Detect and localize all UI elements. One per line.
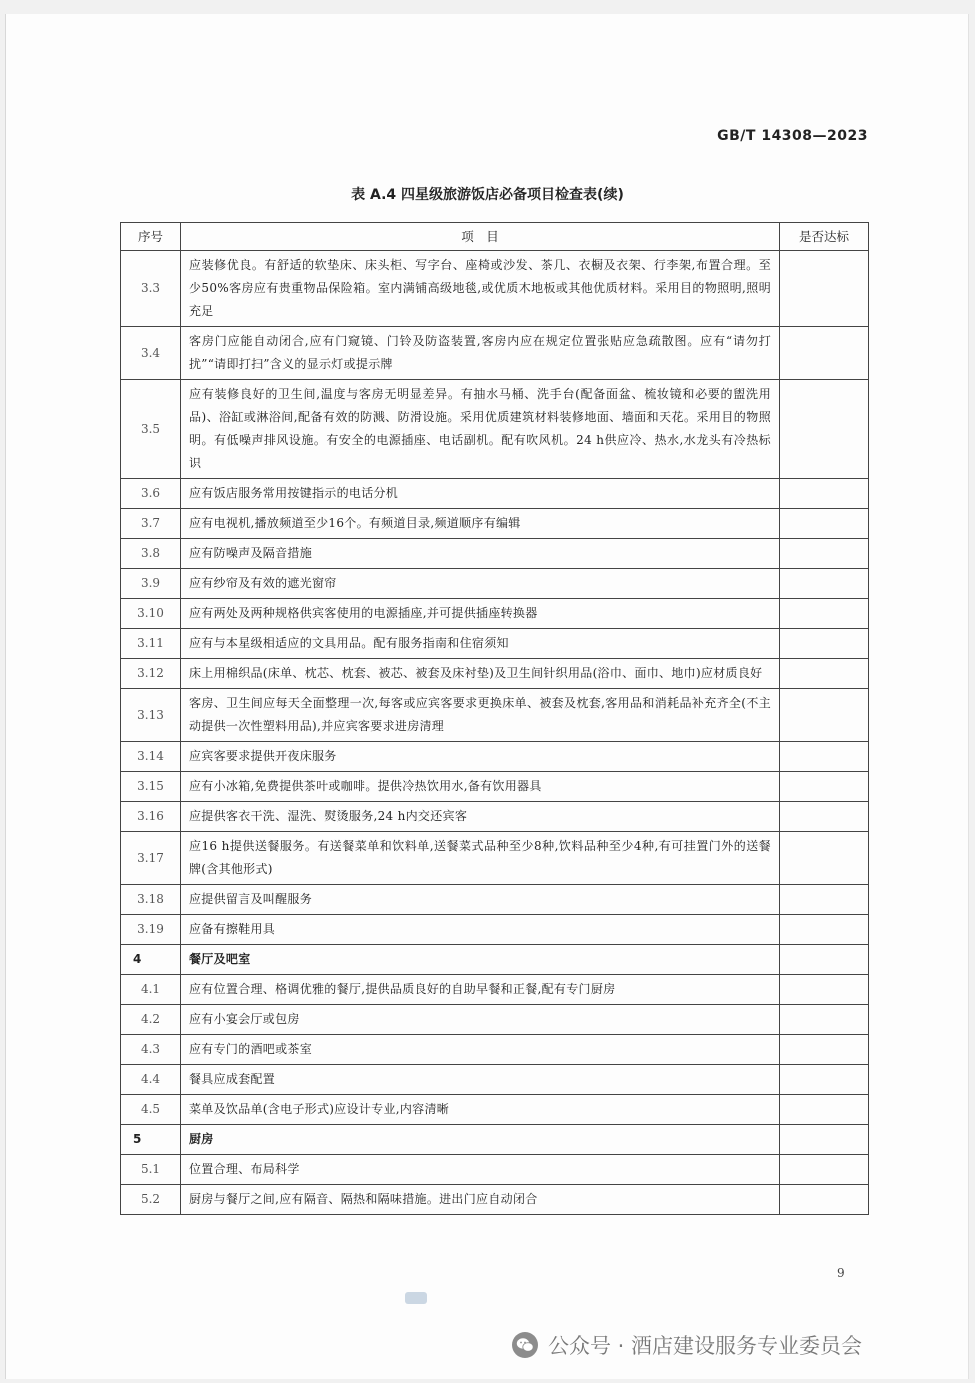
- compliance-cell: [780, 1095, 869, 1125]
- item-description: 应有电视机,播放频道至少16个。有频道目录,频道顺序有编辑: [181, 509, 780, 539]
- item-number: 3.11: [121, 629, 181, 659]
- table-row: [121, 629, 869, 659]
- item-number: 3.7: [121, 509, 181, 539]
- compliance-cell: [780, 915, 869, 945]
- compliance-cell: [780, 1005, 869, 1035]
- item-number: 3.16: [121, 802, 181, 832]
- item-number: 3.8: [121, 539, 181, 569]
- table-row: [121, 1155, 869, 1185]
- compliance-cell: [780, 802, 869, 832]
- table-row: [121, 380, 869, 479]
- compliance-cell: [780, 1185, 869, 1215]
- item-description: 餐具应成套配置: [181, 1065, 780, 1095]
- item-number: 5.1: [121, 1155, 181, 1185]
- item-description: 菜单及饮品单(含电子形式)应设计专业,内容清晰: [181, 1095, 780, 1125]
- compliance-cell: [780, 509, 869, 539]
- compliance-cell: [780, 1065, 869, 1095]
- item-number: 3.6: [121, 479, 181, 509]
- item-number: 3.12: [121, 659, 181, 689]
- checklist-table: [120, 222, 869, 1215]
- compliance-cell: [780, 689, 869, 742]
- compliance-cell: [780, 1155, 869, 1185]
- item-description: 应装修优良。有舒适的软垫床、床头柜、写字台、座椅或沙发、茶几、衣橱及衣架、行李架,布置合理。至少50%客房应有贵重物品保险箱。室内满铺高级地毯,或优质木地板或其他优质材料。采用目的物照明,照明充足: [181, 251, 780, 327]
- compliance-cell: [780, 975, 869, 1005]
- item-description: 应有防噪声及隔音措施: [181, 539, 780, 569]
- table-row: [121, 509, 869, 539]
- compliance-cell: [780, 742, 869, 772]
- item-description: 应有位置合理、格调优雅的餐厅,提供品质良好的自助早餐和正餐,配有专门厨房: [181, 975, 780, 1005]
- table-row: [121, 1185, 869, 1215]
- table-row: [121, 885, 869, 915]
- item-number: 3.13: [121, 689, 181, 742]
- table-row: [121, 599, 869, 629]
- table-row: [121, 569, 869, 599]
- compliance-cell: [780, 945, 869, 975]
- item-description: 客房、卫生间应每天全面整理一次,每客或应宾客要求更换床单、被套及枕套,客用品和消耗品补充齐全(不主动提供一次性塑料用品),并应宾客要求进房清理: [181, 689, 780, 742]
- section-row: [121, 945, 869, 975]
- table-row: [121, 975, 869, 1005]
- column-header-compliance: 是否达标: [780, 223, 869, 251]
- compliance-cell: [780, 539, 869, 569]
- compliance-cell: [780, 772, 869, 802]
- compliance-cell: [780, 1125, 869, 1155]
- item-number: 4: [121, 945, 181, 975]
- section-row: [121, 1125, 869, 1155]
- table-row: [121, 539, 869, 569]
- compliance-cell: [780, 479, 869, 509]
- table-row: [121, 915, 869, 945]
- table-row: [121, 659, 869, 689]
- item-description: 应有两处及两种规格供宾客使用的电源插座,并可提供插座转换器: [181, 599, 780, 629]
- item-description: 应有饭店服务常用按键指示的电话分机: [181, 479, 780, 509]
- item-description: 应16 h提供送餐服务。有送餐菜单和饮料单,送餐菜式品种至少8种,饮料品种至少4种,有可挂置门外的送餐牌(含其他形式): [181, 832, 780, 885]
- table-row: [121, 772, 869, 802]
- watermark-text: 公众号 · 酒店建设服务专业委员会: [548, 1334, 863, 1358]
- item-number: 3.3: [121, 251, 181, 327]
- table-row: [121, 1065, 869, 1095]
- item-number: 3.10: [121, 599, 181, 629]
- item-number: 5: [121, 1125, 181, 1155]
- item-number: 4.2: [121, 1005, 181, 1035]
- item-description: 应有专门的酒吧或茶室: [181, 1035, 780, 1065]
- item-description: 厨房与餐厅之间,应有隔音、隔热和隔味措施。进出门应自动闭合: [181, 1185, 780, 1215]
- item-number: 3.5: [121, 380, 181, 479]
- compliance-cell: [780, 569, 869, 599]
- table-row: [121, 802, 869, 832]
- column-header-item: 项 目: [181, 223, 780, 251]
- item-description: 应备有擦鞋用具: [181, 915, 780, 945]
- item-description: 位置合理、布局科学: [181, 1155, 780, 1185]
- compliance-cell: [780, 832, 869, 885]
- wechat-icon: [512, 1332, 538, 1358]
- item-description: 应提供客衣干洗、湿洗、熨烫服务,24 h内交还宾客: [181, 802, 780, 832]
- watermark: [512, 1330, 862, 1360]
- item-number: 3.9: [121, 569, 181, 599]
- compliance-cell: [780, 599, 869, 629]
- table-row: [121, 1095, 869, 1125]
- item-number: 5.2: [121, 1185, 181, 1215]
- publisher-mark: [405, 1292, 427, 1304]
- item-number: 3.15: [121, 772, 181, 802]
- item-number: 4.5: [121, 1095, 181, 1125]
- compliance-cell: [780, 380, 869, 479]
- table-row: [121, 251, 869, 327]
- table-row: [121, 327, 869, 380]
- item-number: 4.4: [121, 1065, 181, 1095]
- compliance-cell: [780, 1035, 869, 1065]
- item-description: 应有小冰箱,免费提供茶叶或咖啡。提供冷热饮用水,备有饮用器具: [181, 772, 780, 802]
- table-row: [121, 1035, 869, 1065]
- table-header-row: [121, 223, 869, 251]
- item-number: 3.4: [121, 327, 181, 380]
- column-header-number: 序号: [121, 223, 181, 251]
- compliance-cell: [780, 629, 869, 659]
- item-description: 应提供留言及叫醒服务: [181, 885, 780, 915]
- item-description: 应宾客要求提供开夜床服务: [181, 742, 780, 772]
- section-title: 厨房: [181, 1125, 780, 1155]
- table-title: 表 A.4 四星级旅游饭店必备项目检查表(续): [351, 187, 624, 203]
- item-description: 应有装修良好的卫生间,温度与客房无明显差异。有抽水马桶、洗手台(配备面盆、梳妆镜和必要的盥洗用品)、浴缸或淋浴间,配备有效的防溅、防滑设施。采用优质建筑材料装修地面、墙面和天花。采用目的物照明。有低噪声排风设施。有安全的电源插座、电话副机。配有吹风机。24 h供应冷、热水,水龙头有冷热标识: [181, 380, 780, 479]
- item-number: 3.19: [121, 915, 181, 945]
- compliance-cell: [780, 251, 869, 327]
- item-number: 4.3: [121, 1035, 181, 1065]
- standard-code: GB/T 14308—2023: [717, 128, 868, 144]
- compliance-cell: [780, 885, 869, 915]
- table-row: [121, 1005, 869, 1035]
- table-body: [121, 251, 869, 1215]
- table-row: [121, 742, 869, 772]
- section-title: 餐厅及吧室: [181, 945, 780, 975]
- compliance-cell: [780, 659, 869, 689]
- compliance-cell: [780, 327, 869, 380]
- item-number: 3.17: [121, 832, 181, 885]
- item-description: 应有纱帘及有效的遮光窗帘: [181, 569, 780, 599]
- item-description: 客房门应能自动闭合,应有门窥镜、门铃及防盗装置,客房内应在规定位置张贴应急疏散图。应有“请勿打扰”“请即打扫”含义的显示灯或提示牌: [181, 327, 780, 380]
- page-number: 9: [837, 1266, 845, 1280]
- item-number: 4.1: [121, 975, 181, 1005]
- item-number: 3.14: [121, 742, 181, 772]
- table-row: [121, 832, 869, 885]
- table-row: [121, 689, 869, 742]
- item-description: 应有小宴会厅或包房: [181, 1005, 780, 1035]
- item-description: 应有与本星级相适应的文具用品。配有服务指南和住宿须知: [181, 629, 780, 659]
- table-row: [121, 479, 869, 509]
- item-number: 3.18: [121, 885, 181, 915]
- item-description: 床上用棉织品(床单、枕芯、枕套、被芯、被套及床衬垫)及卫生间针织用品(浴巾、面巾、地巾)应材质良好: [181, 659, 780, 689]
